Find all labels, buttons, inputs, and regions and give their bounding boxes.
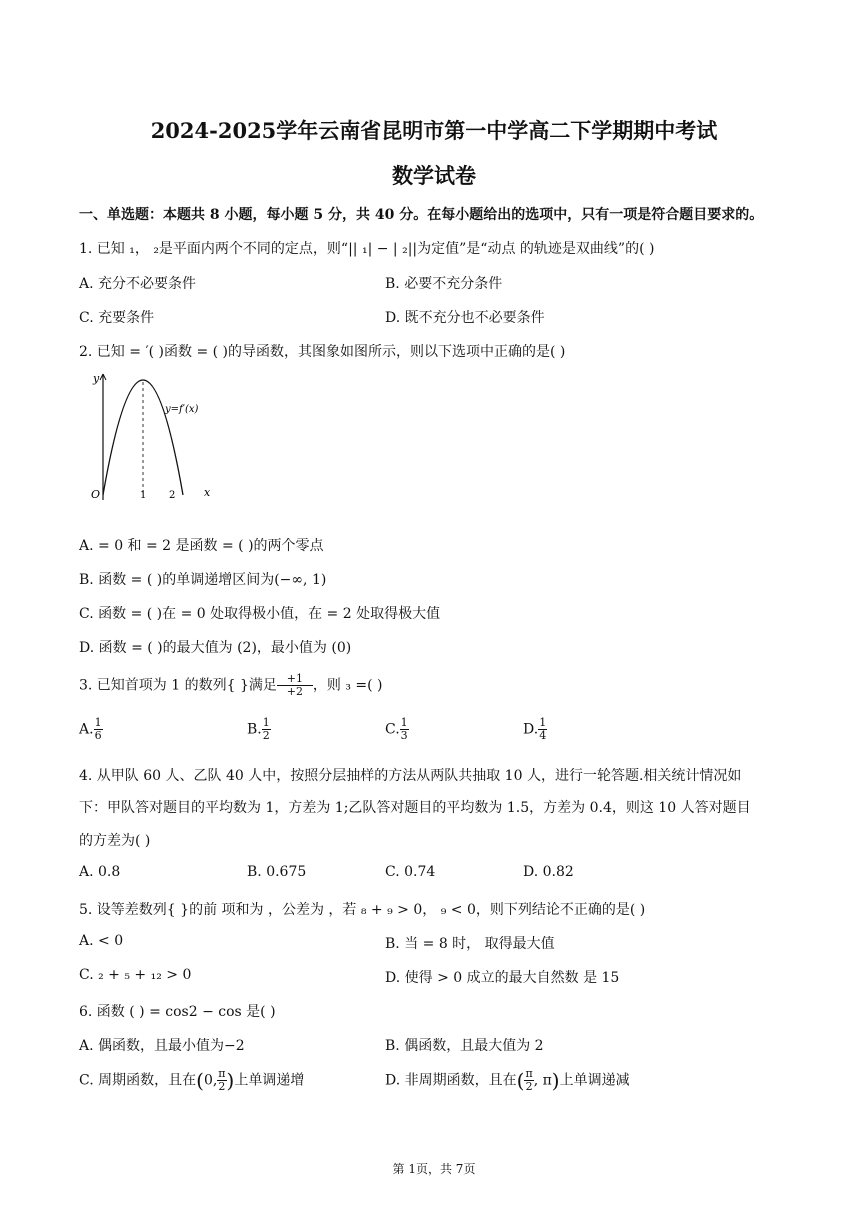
- question-6-option-c: [79, 1068, 304, 1093]
- option-letter: B.: [247, 721, 262, 738]
- exam-title: 2024-2025学年云南省昆明市第一中学高二下学期期中考试: [150, 118, 718, 143]
- section-heading: 一、单选题：本题共 8 小题，每小题 5 分，共 40 分。在每小题给出的选项中，只有一项是符合题目要求的。: [79, 207, 764, 223]
- question-4-option-b: B. 0.675: [247, 864, 307, 880]
- question-5-option-b: B. 当 = 8 时， 取得最大值: [385, 936, 555, 952]
- option-text-pre: D. 非周期函数，且在: [385, 1072, 517, 1089]
- question-6-option-b: B. 偶函数，且最大值为 2: [385, 1038, 544, 1054]
- tick-label-1: 1: [140, 490, 147, 501]
- option-letter: A.: [79, 721, 94, 738]
- question-5-option-a: A. < 0: [79, 933, 124, 949]
- question-6-stem: 6. 函数 ( ) = cos2 − cos 是( ): [79, 1004, 276, 1020]
- question-1-option-b: B. 必要不充分条件: [385, 276, 503, 292]
- question-3-stem-pre: 3. 已知首项为 1 的数列{ }满足: [79, 677, 277, 694]
- question-2-stem: 2. 已知 = ′( )函数 = ( )的导函数，其图象如图所示，则以下选项中正确的是( ): [79, 344, 566, 360]
- exam-subtitle: 数学试卷: [392, 163, 476, 188]
- question-2-option-a: A. = 0 和 = 2 是函数 = ( )的两个零点: [79, 538, 324, 554]
- question-2-option-b: B. 函数 = ( )的单调递增区间为(−∞, 1): [79, 572, 327, 588]
- question-1-option-a: A. 充分不必要条件: [79, 276, 197, 292]
- question-2-option-d: D. 函数 = ( )的最大值为 (2)，最小值为 (0): [79, 640, 352, 656]
- fraction-denominator: 3: [400, 729, 408, 742]
- question-3-option-a: [79, 717, 103, 742]
- question-1-stem: 1. 已知 ₁， ₂是平面内两个不同的定点，则“|| ₁| − | ₂||为定值”是“动点 的轨迹是双曲线”的( ): [79, 241, 655, 257]
- fraction-denominator: 4: [539, 729, 547, 742]
- derivative-graph: [85, 370, 225, 505]
- option-fraction: [262, 717, 271, 742]
- pi-over-two-fraction: [217, 1068, 226, 1093]
- fraction-denominator: 2: [218, 1080, 226, 1093]
- question-4-option-c: C. 0.74: [385, 864, 436, 880]
- right-paren: ): [551, 1068, 560, 1093]
- fraction-denominator: 2: [525, 1080, 533, 1093]
- option-fraction: [400, 717, 409, 742]
- question-5-option-c: C. ₂ + ₅ + ₁₂ > 0: [79, 967, 192, 983]
- question-4-stem-line-3: 的方差为( ): [79, 833, 151, 849]
- question-1-option-d: D. 既不充分也不必要条件: [385, 310, 545, 326]
- question-3-fraction-denominator: +2: [286, 685, 303, 698]
- option-text-post: 上单调递减: [559, 1072, 630, 1089]
- question-4-stem-line-1: 4. 从甲队 60 人、乙队 40 人中，按照分层抽样的方法从两队共抽取 10 人，进行一轮答题.相关统计情况如: [79, 768, 742, 784]
- pi-over-two-fraction: [524, 1068, 533, 1093]
- question-3-fraction: [277, 673, 313, 698]
- question-3-fraction-numerator: +1: [277, 673, 313, 686]
- question-2-option-c: C. 函数 = ( )在 = 0 处取得极小值，在 = 2 处取得极大值: [79, 606, 441, 622]
- option-letter: C.: [385, 721, 400, 738]
- question-1-option-c: C. 充要条件: [79, 310, 155, 326]
- fraction-numerator: 1: [262, 716, 270, 729]
- option-fraction: [538, 717, 547, 742]
- fraction-numerator: 1: [539, 716, 547, 729]
- option-fraction: [94, 717, 103, 742]
- fraction-denominator: 2: [262, 729, 270, 742]
- curve-label: y=f′(x): [165, 404, 199, 415]
- question-4-stem-line-2: 下：甲队答对题目的平均数为 1，方差为 1;乙队答对题目的平均数为 1.5，方差为 0.4，则这 10 人答对题目: [79, 800, 751, 816]
- question-3-stem-post: ，则 ₃ =( ): [312, 677, 383, 694]
- question-6-option-a: A. 偶函数，且最小值为−2: [79, 1038, 245, 1054]
- fraction-denominator: 6: [94, 729, 102, 742]
- question-4-option-d: D. 0.82: [523, 864, 574, 880]
- origin-label: O: [91, 488, 101, 501]
- page-footer: 第 1页，共 7页: [392, 1162, 476, 1176]
- fraction-numerator: 1: [94, 716, 102, 729]
- fraction-numerator: π: [218, 1067, 226, 1080]
- question-3-option-d: [523, 717, 547, 742]
- interval-end: , π: [533, 1072, 552, 1089]
- fraction-numerator: 1: [400, 716, 408, 729]
- x-axis-label: x: [204, 486, 211, 499]
- option-text-pre: C. 周期函数，且在: [79, 1072, 197, 1089]
- left-paren: (: [196, 1068, 204, 1093]
- question-3-stem: [79, 673, 383, 698]
- right-paren: ): [226, 1068, 235, 1093]
- question-3-option-b: [247, 717, 271, 742]
- tick-label-2: 2: [169, 490, 176, 501]
- interval-start: 0,: [203, 1072, 218, 1089]
- left-paren: (: [516, 1068, 525, 1093]
- option-letter: D.: [523, 721, 539, 738]
- question-5-option-d: D. 使得 > 0 成立的最大自然数 是 15: [385, 970, 620, 986]
- option-text-post: 上单调递增: [234, 1072, 305, 1089]
- question-3-option-c: [385, 717, 409, 742]
- y-axis-label: y: [93, 372, 100, 385]
- question-6-option-d: [385, 1068, 630, 1093]
- question-5-stem: 5. 设等差数列{ }的前 项和为 ，公差为 ，若 ₈ + ₉ > 0， ₉ < 0，则下列结论不正确的是( ): [79, 902, 646, 918]
- question-4-option-a: A. 0.8: [79, 864, 121, 880]
- fraction-numerator: π: [525, 1067, 533, 1080]
